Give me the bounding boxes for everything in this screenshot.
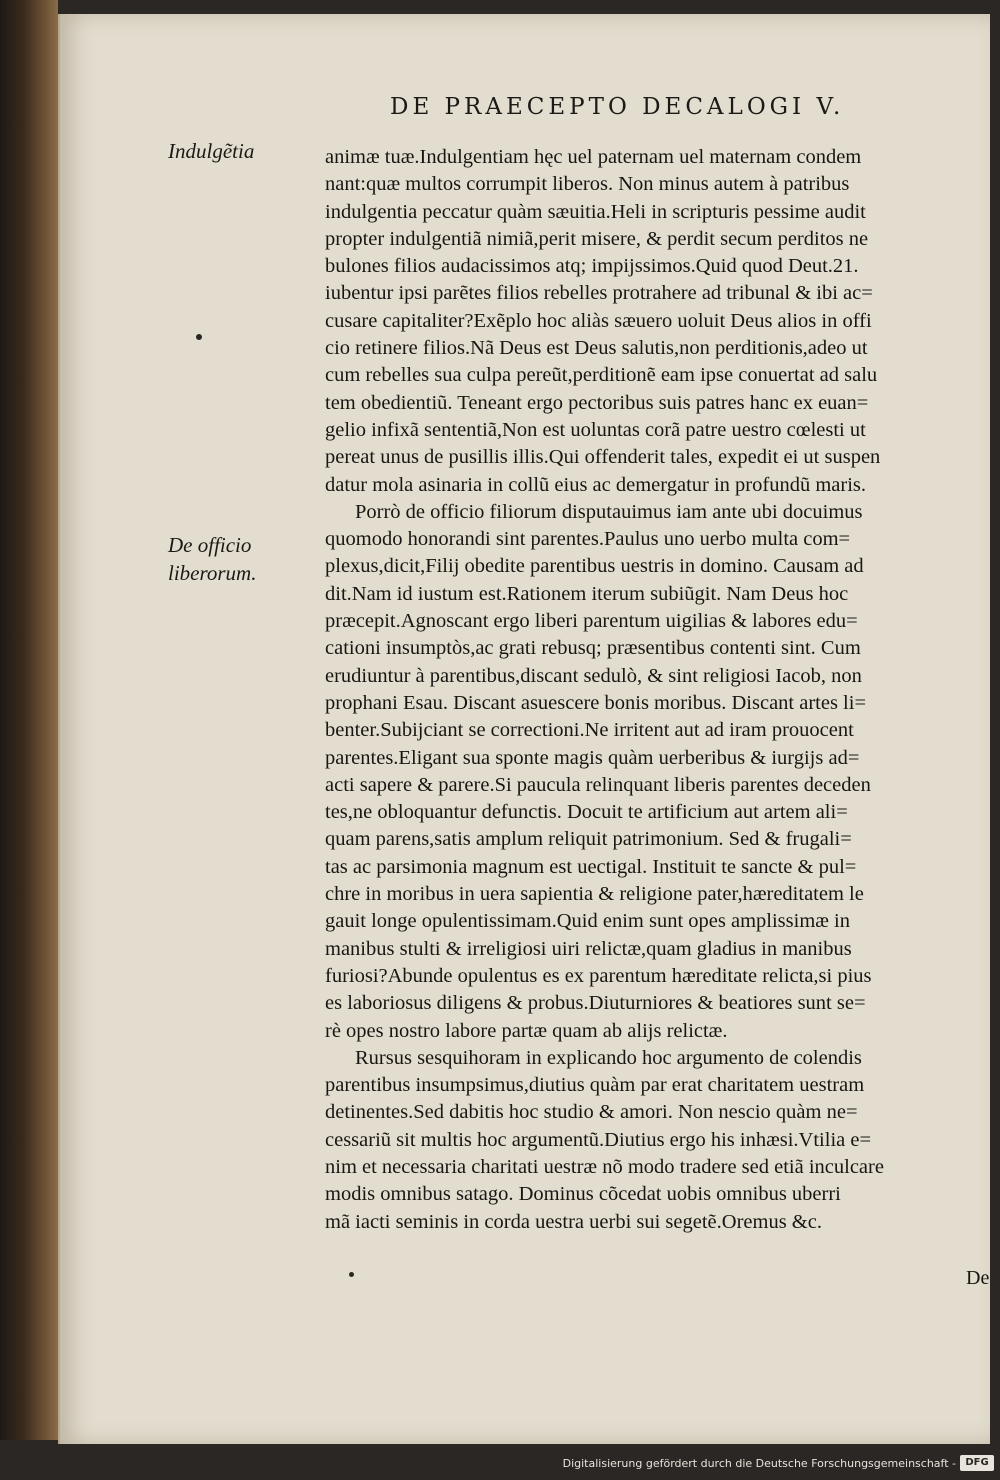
text-line: iubentur ipsi parẽtes filios rebelles protrahere ad tribunal & ibi ac= <box>325 282 873 305</box>
marginal-note-indulgentia: Indulgẽtia <box>168 139 255 163</box>
text-line: Porrò de officio filiorum disputauimus iam ante ubi docuimus <box>355 500 863 523</box>
text-line: indulgentia peccatur quàm sæuitia.Heli in scripturis pessime audit <box>325 200 866 223</box>
body-text <box>325 144 990 1236</box>
dfg-logo: DFG <box>960 1455 994 1471</box>
text-line: cessariũ sit multis hoc argumentũ.Diutius ergo his inhæsi.Vtilia e= <box>325 1128 872 1151</box>
marginal-note-de-officio: De officio <box>168 533 252 557</box>
text-line: benter.Subijciant se correctioni.Ne irritent aut ad iram prouocent <box>325 719 854 742</box>
text-line: rè opes nostro labore partæ quam ab alijs relictæ. <box>325 1019 728 1042</box>
text-line: erudiuntur à parentibus,discant sedulò, & sint religiosi Iacob, non <box>325 664 862 687</box>
text-line: mã iacti seminis in corda uestra uerbi sui segetẽ.Oremus &c. <box>325 1210 822 1233</box>
text-line: parentes.Eligant sua sponte magis quàm uerberibus & iurgijs ad= <box>325 746 860 769</box>
footer-bar <box>0 1452 1000 1480</box>
text-line: datur mola asinaria in collũ eius ac demergatur in profundũ maris. <box>325 473 866 496</box>
ink-speck <box>349 1272 354 1277</box>
text-line: acti sapere & parere.Si paucula relinquant liberis parentes deceden <box>325 773 871 796</box>
text-line: præcepit.Agnoscant ergo liberi parentum uigilias & labores edu= <box>325 610 858 633</box>
text-line: nim et necessaria charitati uestræ nõ modo tradere sed etiã inculcare <box>325 1155 884 1178</box>
text-line: gelio infixã sententiã,Non est uoluntas corã patre uestro cœlesti ut <box>325 418 866 441</box>
text-line: chre in moribus in uera sapientia & religione pater,hæreditatem le <box>325 883 864 906</box>
text-line: cusare capitaliter?Exẽplo hoc aliàs sæuero uoluit Deus alios in offi <box>325 309 872 332</box>
text-line: parentibus insumpsimus,diutius quàm par erat charitatem uestram <box>325 1074 865 1097</box>
text-line: Rursus sesquihoram in explicando hoc argumento de colendis <box>355 1046 862 1069</box>
text-line: cio retinere filios.Nã Deus est Deus salutis,non perditionis,adeo ut <box>325 337 868 360</box>
catchword: De <box>966 1267 990 1289</box>
text-line: detinentes.Sed dabitis hoc studio & amori. Non nescio quàm ne= <box>325 1101 858 1124</box>
book-page <box>58 14 990 1444</box>
text-line: plexus,dicit,Filij obedite parentibus uestris in domino. Causam ad <box>325 555 864 578</box>
text-line: dit.Nam id iustum est.Rationem iterum subiũgit. Nam Deus hoc <box>325 582 849 605</box>
text-line: nant:quæ multos corrumpit liberos. Non minus autem à patribus <box>325 173 850 196</box>
text-line: quam parens,satis amplum reliquit patrimonium. Sed & frugali= <box>325 828 852 851</box>
marginal-note-liberorum: liberorum. <box>168 561 257 585</box>
running-head: DE PRAECEPTO DECALOGI V. <box>390 94 845 120</box>
text-line: gauit longe opulentissimam.Quid enim sunt opes amplissimæ in <box>325 910 851 933</box>
text-line: manibus stulti & irreligiosi uiri relictæ,quam gladius in manibus <box>325 937 852 960</box>
text-line: tas ac parsimonia magnum est uectigal. Instituit te sancte & pul= <box>325 855 857 878</box>
text-line: prophani Esau. Discant asuescere bonis moribus. Discant artes li= <box>325 691 867 714</box>
text-line: es laboriosus diligens & probus.Diuturniores & beatiores sunt se= <box>325 992 866 1015</box>
text-line: cationi insumptòs,ac grati rebusq; præsentibus contenti sint. Cum <box>325 637 861 660</box>
text-line: pereat unus de pusillis illis.Qui offenderit tales, expedit ei ut suspen <box>325 446 881 469</box>
funding-credit: Digitalisierung gefördert durch die Deutsche Forschungsgemeinschaft - <box>562 1457 956 1470</box>
text-line: tes,ne obloquantur defunctis. Docuit te artificium aut artem ali= <box>325 801 848 824</box>
text-line: propter indulgentiã nimiã,perit misere, & perdit secum perditos ne <box>325 227 869 250</box>
text-line: furiosi?Abunde opulentus es ex parentum hæreditate relicta,si pius <box>325 964 872 987</box>
text-line: animæ tuæ.Indulgentiam hęc uel paternam uel maternam condem <box>325 146 862 168</box>
text-line: bulones filios audacissimos atq; impijssimos.Quid quod Deut.21. <box>325 255 859 278</box>
text-line: modis omnibus satago. Dominus cõcedat uobis omnibus uberri <box>325 1183 841 1206</box>
book-spine-edge <box>0 0 58 1440</box>
text-line: tem obedientiũ. Teneant ergo pectoribus suis patres hanc ex euan= <box>325 391 869 414</box>
ink-speck <box>196 334 202 340</box>
text-line: quomodo honorandi sint parentes.Paulus uno uerbo multa com= <box>325 528 851 551</box>
text-line: cum rebelles sua culpa pereũt,perditionẽ eam ipse conuertat ad salu <box>325 364 878 387</box>
